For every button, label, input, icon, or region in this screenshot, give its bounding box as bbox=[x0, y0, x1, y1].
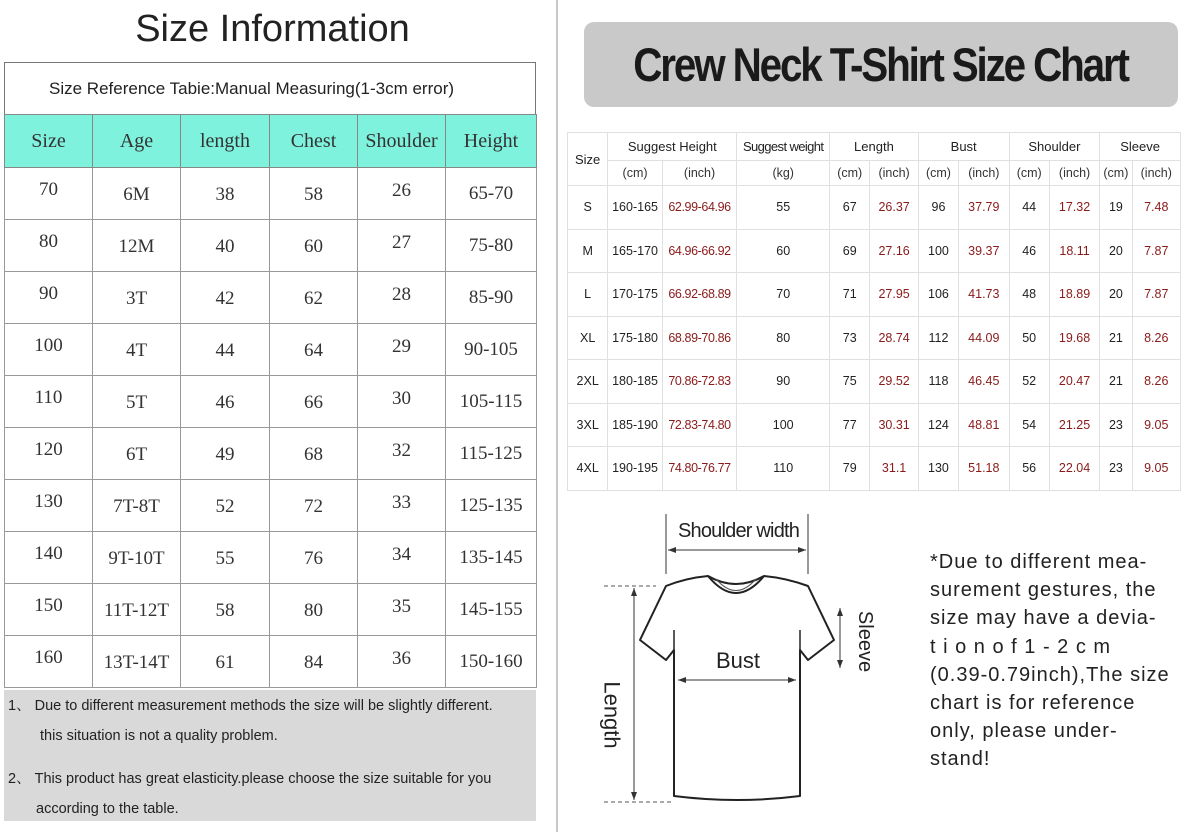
table-cell: 100 bbox=[737, 403, 830, 447]
table-cell bbox=[181, 324, 270, 376]
table-cell: 20 bbox=[1100, 273, 1132, 317]
table-cell: 21.25 bbox=[1049, 403, 1099, 447]
table-cell: 7.87 bbox=[1132, 229, 1180, 273]
table-row bbox=[5, 584, 537, 636]
table-cell: 69 bbox=[830, 229, 870, 273]
table-cell bbox=[270, 532, 358, 584]
table-cell: 21 bbox=[1100, 360, 1132, 404]
unit-label: (inch) bbox=[1132, 161, 1180, 186]
cell-value: 125-135 bbox=[459, 494, 523, 516]
kids-col-shoulder: Shoulder bbox=[358, 115, 446, 168]
cell-value: 130 bbox=[34, 490, 63, 512]
cell-value: 28 bbox=[392, 283, 411, 305]
table-cell: 37.79 bbox=[959, 186, 1009, 230]
length-label: Length bbox=[599, 681, 625, 749]
cell-value: 120 bbox=[34, 438, 63, 460]
cell-value: 11T-12T bbox=[103, 599, 170, 621]
table-cell bbox=[181, 532, 270, 584]
size-reference-caption bbox=[4, 62, 536, 114]
cell-value: 27 bbox=[392, 231, 411, 253]
table-cell bbox=[446, 168, 537, 220]
table-row bbox=[5, 636, 537, 688]
unit-label: (cm) bbox=[1100, 161, 1132, 186]
table-cell: 26.37 bbox=[870, 186, 918, 230]
table-cell: 23 bbox=[1100, 447, 1132, 491]
size-cell: L bbox=[568, 273, 608, 317]
table-row bbox=[568, 186, 1181, 230]
table-cell: 70.86-72.83 bbox=[662, 360, 737, 404]
deviation-note-line: only, please under- bbox=[930, 720, 1118, 743]
col-bust: Bust bbox=[918, 133, 1009, 161]
deviation-note-line: chart is for reference bbox=[930, 692, 1136, 715]
table-row bbox=[568, 229, 1181, 273]
table-row bbox=[5, 324, 537, 376]
unit-label: (inch) bbox=[870, 161, 918, 186]
cell-value: 140 bbox=[34, 542, 63, 564]
cell-value: 90 bbox=[39, 282, 58, 304]
note-line-1: 1、 Due to different measurement methods the size will be slightly different. bbox=[8, 698, 493, 714]
size-cell: 2XL bbox=[568, 360, 608, 404]
table-cell: 50 bbox=[1009, 316, 1049, 360]
table-cell bbox=[93, 428, 181, 480]
table-row bbox=[5, 480, 537, 532]
table-cell: 100 bbox=[918, 229, 958, 273]
table-cell: 44 bbox=[1009, 186, 1049, 230]
table-row bbox=[5, 220, 537, 272]
table-cell bbox=[446, 272, 537, 324]
table-cell: 31.1 bbox=[870, 447, 918, 491]
cell-value: 29 bbox=[392, 335, 411, 357]
table-cell: 165-170 bbox=[608, 229, 662, 273]
cell-value: 6M bbox=[123, 183, 150, 205]
table-cell: 80 bbox=[737, 316, 830, 360]
note-line-4: according to the table. bbox=[36, 801, 179, 817]
table-cell bbox=[93, 220, 181, 272]
table-cell: 77 bbox=[830, 403, 870, 447]
cell-value: 145-155 bbox=[459, 598, 523, 620]
unit-label: (inch) bbox=[959, 161, 1009, 186]
table-row bbox=[5, 532, 537, 584]
table-cell: 18.11 bbox=[1049, 229, 1099, 273]
table-cell bbox=[93, 584, 181, 636]
table-cell: 70 bbox=[737, 273, 830, 317]
crew-neck-title-banner bbox=[584, 22, 1178, 107]
kids-size-panel bbox=[0, 0, 556, 832]
size-cell: M bbox=[568, 229, 608, 273]
cell-value: 85-90 bbox=[468, 286, 514, 308]
table-cell bbox=[181, 636, 270, 688]
cell-value: 70 bbox=[39, 178, 58, 200]
table-cell: 29.52 bbox=[870, 360, 918, 404]
cell-value: 110 bbox=[34, 386, 63, 408]
cell-value: 62 bbox=[304, 287, 323, 309]
table-cell: 46 bbox=[1009, 229, 1049, 273]
unit-label: (cm) bbox=[918, 161, 958, 186]
table-cell: 7.48 bbox=[1132, 186, 1180, 230]
table-cell bbox=[5, 168, 93, 220]
cell-value: 49 bbox=[215, 443, 235, 465]
table-row bbox=[568, 273, 1181, 317]
table-cell bbox=[358, 636, 446, 688]
kids-col-size: Size bbox=[5, 115, 93, 168]
cell-value: 66 bbox=[304, 391, 323, 413]
table-cell bbox=[270, 272, 358, 324]
table-cell: 106 bbox=[918, 273, 958, 317]
cell-value: 12M bbox=[118, 235, 155, 257]
table-cell: 62.99-64.96 bbox=[662, 186, 737, 230]
cell-value: 64 bbox=[304, 339, 323, 361]
table-row bbox=[568, 403, 1181, 447]
table-cell: 73 bbox=[830, 316, 870, 360]
table-cell: 8.26 bbox=[1132, 316, 1180, 360]
col-suggest-weight: Suggest weight bbox=[737, 133, 830, 161]
table-cell: 30.31 bbox=[870, 403, 918, 447]
cell-value: 7T-8T bbox=[113, 495, 160, 517]
table-cell: 64.96-66.92 bbox=[662, 229, 737, 273]
table-cell: 44.09 bbox=[959, 316, 1009, 360]
table-cell bbox=[181, 480, 270, 532]
table-cell: 27.95 bbox=[870, 273, 918, 317]
table-cell bbox=[93, 532, 181, 584]
cell-value: 38 bbox=[215, 183, 235, 205]
table-cell bbox=[358, 220, 446, 272]
table-cell bbox=[5, 272, 93, 324]
kids-table-header-row bbox=[5, 115, 537, 168]
table-cell: 55 bbox=[737, 186, 830, 230]
cell-value: 58 bbox=[215, 599, 235, 621]
adult-size-table bbox=[567, 132, 1181, 491]
table-cell: 8.26 bbox=[1132, 360, 1180, 404]
tshirt-measurement-diagram bbox=[596, 510, 876, 810]
table-cell: 190-195 bbox=[608, 447, 662, 491]
table-cell: 74.80-76.77 bbox=[662, 447, 737, 491]
table-row bbox=[568, 316, 1181, 360]
cell-value: 40 bbox=[215, 235, 235, 257]
table-cell bbox=[358, 272, 446, 324]
table-cell bbox=[181, 272, 270, 324]
cell-value: 80 bbox=[39, 230, 58, 252]
cell-value: 60 bbox=[304, 235, 323, 257]
size-cell: XL bbox=[568, 316, 608, 360]
table-cell: 19 bbox=[1100, 186, 1132, 230]
table-row bbox=[568, 447, 1181, 491]
table-cell: 185-190 bbox=[608, 403, 662, 447]
kids-col-height: Height bbox=[446, 115, 537, 168]
table-row bbox=[5, 168, 537, 220]
unit-label: (inch) bbox=[1049, 161, 1099, 186]
table-cell: 9.05 bbox=[1132, 447, 1180, 491]
table-cell: 17.32 bbox=[1049, 186, 1099, 230]
table-cell: 52 bbox=[1009, 360, 1049, 404]
table-cell: 48 bbox=[1009, 273, 1049, 317]
table-cell: 9.05 bbox=[1132, 403, 1180, 447]
table-cell: 66.92-68.89 bbox=[662, 273, 737, 317]
kids-size-table bbox=[4, 114, 537, 688]
cell-value: 9T-10T bbox=[108, 547, 165, 569]
table-cell: 51.18 bbox=[959, 447, 1009, 491]
table-row bbox=[5, 272, 537, 324]
table-cell bbox=[270, 584, 358, 636]
table-cell: 23 bbox=[1100, 403, 1132, 447]
adult-table-body bbox=[568, 186, 1181, 491]
deviation-note-line: t i o n o f 1 - 2 c m bbox=[930, 635, 1112, 658]
table-cell bbox=[5, 376, 93, 428]
table-cell bbox=[93, 636, 181, 688]
cell-value: 100 bbox=[34, 334, 63, 356]
table-cell bbox=[358, 428, 446, 480]
table-cell bbox=[181, 168, 270, 220]
cell-value: 46 bbox=[215, 391, 235, 413]
cell-value: 150-160 bbox=[459, 650, 523, 672]
col-suggest-height: Suggest Height bbox=[608, 133, 737, 161]
crew-neck-title: Crew Neck T-Shirt Size Chart bbox=[633, 38, 1129, 91]
cell-value: 32 bbox=[392, 439, 411, 461]
cell-value: 35 bbox=[392, 595, 411, 617]
table-cell bbox=[5, 220, 93, 272]
table-cell: 21 bbox=[1100, 316, 1132, 360]
cell-value: 6T bbox=[125, 443, 148, 465]
table-cell bbox=[446, 584, 537, 636]
table-cell: 180-185 bbox=[608, 360, 662, 404]
table-cell: 68.89-70.86 bbox=[662, 316, 737, 360]
cell-value: 26 bbox=[392, 179, 411, 201]
table-cell bbox=[5, 584, 93, 636]
table-cell bbox=[181, 220, 270, 272]
col-size: Size bbox=[568, 133, 608, 186]
size-cell: S bbox=[568, 186, 608, 230]
cell-value: 160 bbox=[34, 646, 63, 668]
table-cell bbox=[5, 324, 93, 376]
cell-value: 90-105 bbox=[464, 338, 518, 360]
table-cell: 20 bbox=[1100, 229, 1132, 273]
cell-value: 135-145 bbox=[459, 546, 523, 568]
table-row bbox=[5, 428, 537, 480]
cell-value: 55 bbox=[215, 547, 235, 569]
table-cell bbox=[270, 636, 358, 688]
table-cell bbox=[5, 636, 93, 688]
cell-value: 68 bbox=[304, 443, 323, 465]
unit-label: (inch) bbox=[662, 161, 737, 186]
table-cell bbox=[446, 636, 537, 688]
table-cell bbox=[93, 376, 181, 428]
table-cell bbox=[270, 220, 358, 272]
cell-value: 44 bbox=[215, 339, 235, 361]
table-cell: 170-175 bbox=[608, 273, 662, 317]
table-cell: 18.89 bbox=[1049, 273, 1099, 317]
kids-table-body bbox=[5, 168, 537, 688]
cell-value: 34 bbox=[392, 543, 411, 565]
col-shoulder: Shoulder bbox=[1009, 133, 1100, 161]
table-cell bbox=[446, 220, 537, 272]
table-cell: 79 bbox=[830, 447, 870, 491]
unit-label: (kg) bbox=[737, 161, 830, 186]
table-cell: 67 bbox=[830, 186, 870, 230]
table-cell bbox=[446, 428, 537, 480]
cell-value: 150 bbox=[34, 594, 63, 616]
table-cell: 27.16 bbox=[870, 229, 918, 273]
table-cell bbox=[270, 324, 358, 376]
table-cell bbox=[93, 324, 181, 376]
cell-value: 4T bbox=[125, 339, 148, 361]
cell-value: 58 bbox=[304, 183, 323, 205]
cell-value: 42 bbox=[215, 287, 235, 309]
cell-value: 80 bbox=[304, 599, 323, 621]
cell-value: 105-115 bbox=[459, 390, 523, 412]
table-cell bbox=[358, 584, 446, 636]
table-cell: 7.87 bbox=[1132, 273, 1180, 317]
cell-value: 61 bbox=[215, 651, 235, 673]
table-cell: 112 bbox=[918, 316, 958, 360]
table-cell: 28.74 bbox=[870, 316, 918, 360]
table-cell bbox=[93, 272, 181, 324]
size-cell: 4XL bbox=[568, 447, 608, 491]
cell-value: 75-80 bbox=[468, 234, 514, 256]
table-cell: 175-180 bbox=[608, 316, 662, 360]
table-cell bbox=[181, 428, 270, 480]
cell-value: 72 bbox=[304, 495, 323, 517]
table-row bbox=[568, 360, 1181, 404]
sleeve-label: Sleeve bbox=[854, 610, 877, 673]
table-cell bbox=[358, 168, 446, 220]
table-cell: 48.81 bbox=[959, 403, 1009, 447]
table-cell bbox=[358, 324, 446, 376]
table-cell bbox=[270, 480, 358, 532]
deviation-note-line: stand! bbox=[930, 748, 991, 771]
cell-value: 84 bbox=[304, 651, 323, 673]
cell-value: 65-70 bbox=[468, 182, 514, 204]
table-cell: 160-165 bbox=[608, 186, 662, 230]
deviation-note-line: surement gestures, the bbox=[930, 579, 1157, 602]
table-cell bbox=[358, 532, 446, 584]
unit-label: (cm) bbox=[830, 161, 870, 186]
table-cell bbox=[5, 532, 93, 584]
kids-col-length: length bbox=[181, 115, 270, 168]
cell-value: 52 bbox=[215, 495, 235, 517]
table-cell bbox=[5, 480, 93, 532]
table-cell: 75 bbox=[830, 360, 870, 404]
table-cell bbox=[358, 480, 446, 532]
table-cell bbox=[446, 324, 537, 376]
adult-units-row bbox=[568, 161, 1181, 186]
table-cell: 19.68 bbox=[1049, 316, 1099, 360]
shoulder-width-label: Shoulder width bbox=[678, 520, 800, 542]
panel-divider bbox=[556, 0, 558, 832]
col-length: Length bbox=[830, 133, 919, 161]
table-cell: 72.83-74.80 bbox=[662, 403, 737, 447]
bust-label: Bust bbox=[716, 648, 761, 673]
table-cell bbox=[446, 532, 537, 584]
table-cell: 130 bbox=[918, 447, 958, 491]
cell-value: 13T-14T bbox=[103, 651, 170, 673]
table-cell bbox=[93, 168, 181, 220]
table-cell: 96 bbox=[918, 186, 958, 230]
table-cell: 71 bbox=[830, 273, 870, 317]
table-cell: 39.37 bbox=[959, 229, 1009, 273]
adult-header-row bbox=[568, 133, 1181, 161]
deviation-note bbox=[930, 548, 1170, 774]
cell-value: 3T bbox=[125, 287, 148, 309]
table-cell bbox=[181, 376, 270, 428]
table-cell: 60 bbox=[737, 229, 830, 273]
unit-label: (cm) bbox=[1009, 161, 1049, 186]
note-line-2: this situation is not a quality problem. bbox=[40, 728, 278, 744]
table-cell bbox=[446, 376, 537, 428]
deviation-note-line: (0.39-0.79inch),The size bbox=[930, 663, 1170, 686]
table-cell: 118 bbox=[918, 360, 958, 404]
cell-value: 5T bbox=[125, 391, 148, 413]
kids-col-chest: Chest bbox=[270, 115, 358, 168]
table-cell bbox=[446, 480, 537, 532]
notes-box bbox=[4, 690, 536, 821]
table-cell: 110 bbox=[737, 447, 830, 491]
table-cell bbox=[270, 428, 358, 480]
size-reference-text: Size Reference Tabie:Manual Measuring(1-3cm error) bbox=[49, 78, 455, 98]
table-cell: 46.45 bbox=[959, 360, 1009, 404]
table-cell: 124 bbox=[918, 403, 958, 447]
table-cell bbox=[181, 584, 270, 636]
unit-label: (cm) bbox=[608, 161, 662, 186]
kids-col-age: Age bbox=[93, 115, 181, 168]
table-cell: 54 bbox=[1009, 403, 1049, 447]
deviation-note-line: *Due to different mea- bbox=[930, 551, 1148, 573]
cell-value: 115-125 bbox=[459, 442, 523, 464]
table-cell: 20.47 bbox=[1049, 360, 1099, 404]
table-cell bbox=[5, 428, 93, 480]
table-row bbox=[5, 376, 537, 428]
size-information-title: Size Information bbox=[135, 8, 410, 50]
cell-value: 76 bbox=[304, 547, 323, 569]
deviation-note-line: size may have a devia- bbox=[930, 607, 1157, 630]
table-cell: 56 bbox=[1009, 447, 1049, 491]
table-cell bbox=[270, 376, 358, 428]
table-cell: 41.73 bbox=[959, 273, 1009, 317]
note-line-3: 2、 This product has great elasticity.please choose the size suitable for you bbox=[8, 771, 492, 787]
table-cell: 90 bbox=[737, 360, 830, 404]
table-cell bbox=[270, 168, 358, 220]
table-cell: 22.04 bbox=[1049, 447, 1099, 491]
size-cell: 3XL bbox=[568, 403, 608, 447]
cell-value: 36 bbox=[392, 647, 411, 669]
table-cell bbox=[93, 480, 181, 532]
col-sleeve: Sleeve bbox=[1100, 133, 1181, 161]
cell-value: 30 bbox=[392, 387, 411, 409]
cell-value: 33 bbox=[392, 491, 411, 513]
table-cell bbox=[358, 376, 446, 428]
